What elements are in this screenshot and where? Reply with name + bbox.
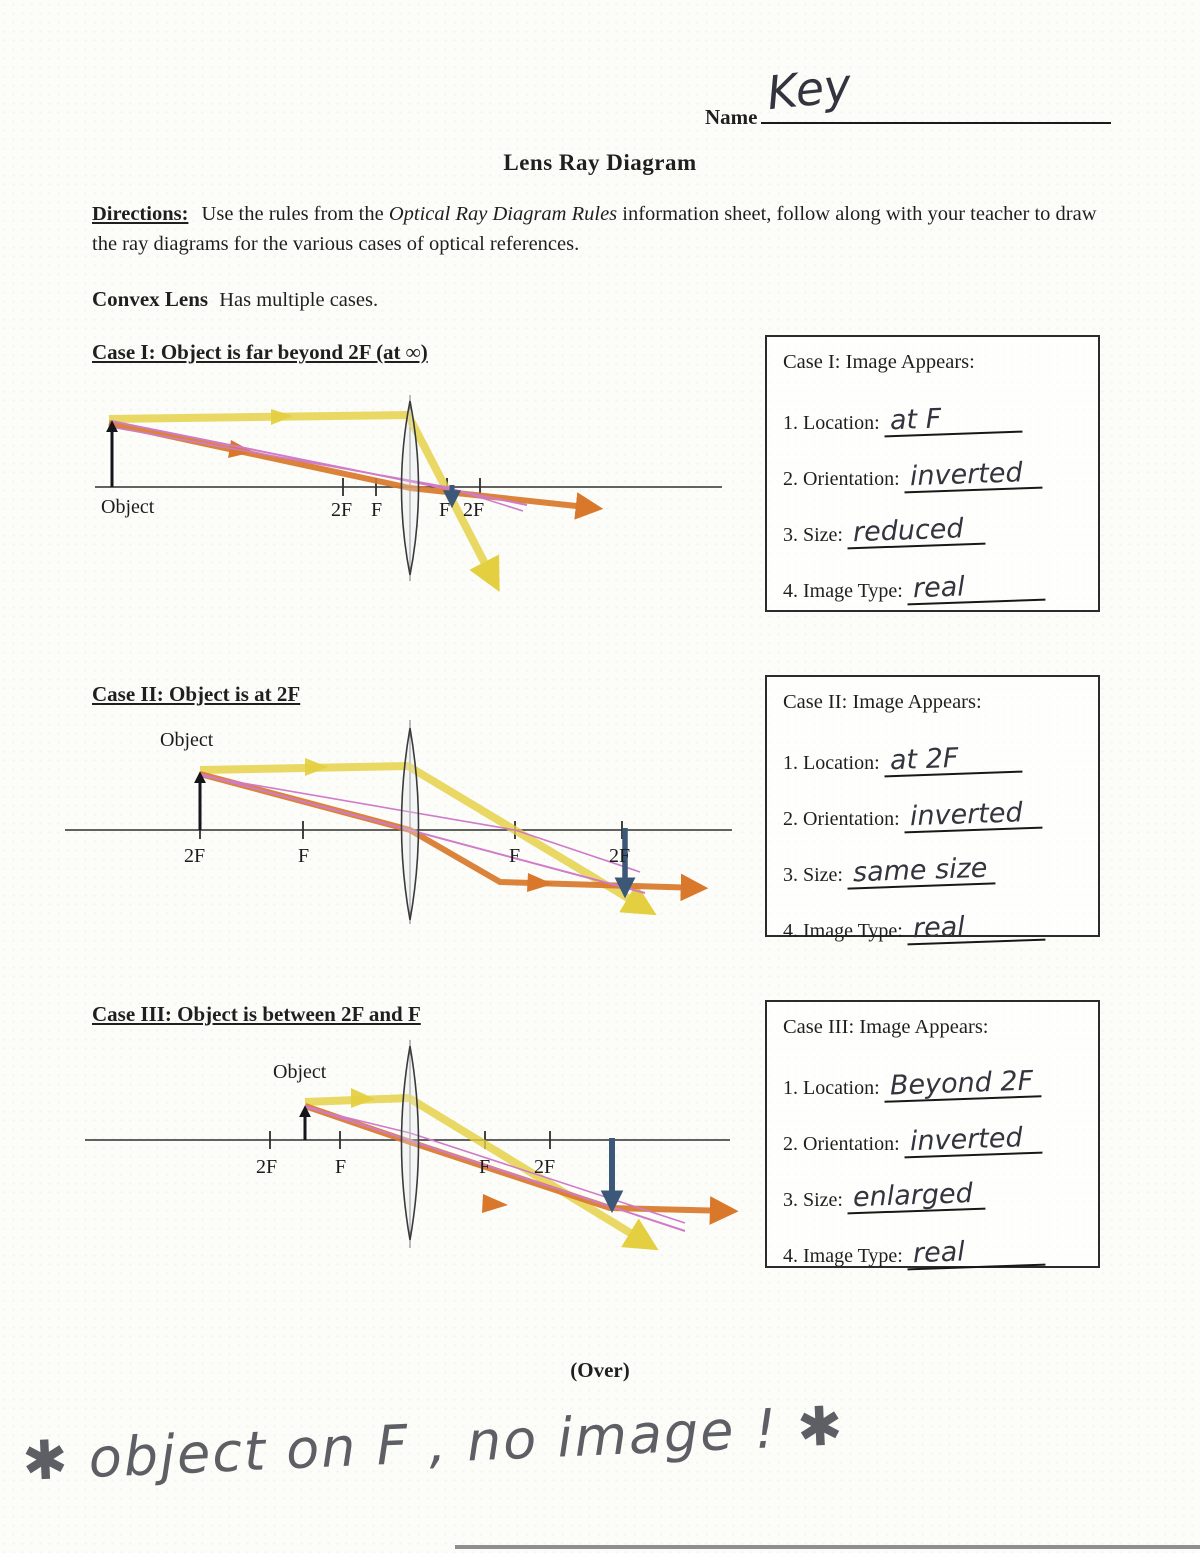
answer-label: 3. Size:	[783, 864, 843, 886]
construction-ray-pink-1	[305, 1106, 685, 1231]
tick-label-2f-right: 2F	[609, 845, 631, 867]
object-label: Object	[273, 1061, 327, 1083]
case1-box-title: Case I: Image Appears:	[783, 351, 975, 373]
scan-edge-artifact	[455, 1545, 1200, 1549]
orange-ray-arrowhead	[482, 1194, 508, 1213]
directions-paragraph	[92, 200, 1122, 259]
answer-handwritten: inverted	[903, 460, 1042, 493]
answer-label: 4. Image Type:	[783, 1245, 903, 1267]
answer-handwritten: inverted	[903, 1125, 1042, 1158]
answer-label: 2. Orientation:	[783, 468, 900, 490]
answer-handwritten: reduced	[847, 516, 986, 549]
tick-label-f-left: F	[371, 499, 383, 521]
answer-label: 4. Image Type:	[783, 580, 903, 602]
answer-handwritten: enlarged	[847, 1181, 986, 1214]
case2-answer-type	[783, 896, 1082, 943]
yellow-ray-arrowhead	[351, 1088, 375, 1108]
object-label: Object	[160, 729, 214, 751]
tick-label-2f-left: 2F	[256, 1156, 278, 1178]
case1-answer-type	[783, 556, 1082, 603]
answer-label: 1. Location:	[783, 412, 880, 434]
name-row	[705, 57, 1111, 130]
directions-text-post: information sheet, follow along with your teacher to draw the ray diagrams for the various cases of optical references.	[92, 203, 1097, 255]
case3-box-title: Case III: Image Appears:	[783, 1016, 989, 1038]
case1-answer-orientation	[783, 444, 1082, 491]
page-title: Lens Ray Diagram	[503, 150, 697, 175]
answer-handwritten: at 2F	[883, 744, 1022, 777]
case2-ray-diagram	[60, 712, 750, 967]
convex-lens-label: Convex Lens	[92, 287, 209, 311]
answer-handwritten: at F	[883, 404, 1022, 437]
answer-handwritten: real	[906, 1237, 1045, 1270]
case3-ray-diagram	[85, 1038, 745, 1283]
orange-ray-arrowhead	[527, 873, 553, 892]
tick-label-2f-right: 2F	[534, 1156, 556, 1178]
tick-label-f-left: F	[298, 845, 310, 867]
answer-label: 2. Orientation:	[783, 1133, 900, 1155]
case1-answer-box	[765, 335, 1100, 612]
answer-label: 1. Location:	[783, 752, 880, 774]
tick-label-2f-left: 2F	[184, 845, 206, 867]
name-handwritten: Key	[764, 57, 855, 121]
answer-label: 1. Location:	[783, 1077, 880, 1099]
parallel-ray-yellow	[109, 415, 495, 583]
answer-label: 2. Orientation:	[783, 808, 900, 830]
case1-ray-diagram	[95, 385, 755, 620]
construction-ray-pink-1	[200, 774, 645, 893]
case2-answer-size	[783, 840, 1082, 887]
convex-lens-text: Has multiple cases.	[219, 289, 379, 311]
tick-label-f-right: F	[509, 845, 521, 867]
case2-answer-orientation	[783, 784, 1082, 831]
directions-label: Directions:	[92, 203, 189, 225]
directions-italic: Optical Ray Diagram Rules	[388, 203, 618, 225]
over-label: (Over)	[570, 1358, 630, 1382]
center-ray-orange	[305, 1106, 730, 1211]
case3-answer-type	[783, 1221, 1082, 1268]
tick-label-2f-right: 2F	[463, 499, 485, 521]
name-line	[761, 57, 1111, 124]
case2-answer-box	[765, 675, 1100, 945]
answer-handwritten: real	[906, 912, 1045, 945]
name-label: Name	[705, 105, 758, 129]
case2-answer-location	[783, 728, 1082, 775]
case1-heading: Case I: Object is far beyond 2F (at ∞)	[92, 340, 428, 364]
answer-label: 3. Size:	[783, 1189, 843, 1211]
tick-label-f-right: F	[479, 1156, 491, 1178]
directions-text-pre: Use the rules from the	[201, 203, 384, 225]
tick-label-f-right: F	[439, 499, 451, 521]
case3-answer-box	[765, 1000, 1100, 1268]
case1-answer-size	[783, 500, 1082, 547]
yellow-ray-arrowhead	[271, 409, 293, 425]
answer-handwritten: same size	[847, 856, 996, 890]
tick-label-2f-left: 2F	[331, 499, 353, 521]
answer-label: 4. Image Type:	[783, 920, 903, 942]
answer-handwritten: inverted	[903, 800, 1042, 833]
convex-lens	[402, 728, 419, 920]
object-label: Object	[101, 496, 155, 518]
case3-answer-location	[783, 1053, 1082, 1100]
yellow-ray-arrowhead	[305, 758, 328, 776]
case2-box-title: Case II: Image Appears:	[783, 691, 982, 713]
case3-heading: Case III: Object is between 2F and F	[92, 1002, 421, 1026]
title-wrap	[0, 150, 1200, 176]
case1-answer-location	[783, 388, 1082, 435]
case2-heading: Case II: Object is at 2F	[92, 682, 301, 706]
answer-handwritten: Beyond 2F	[883, 1069, 1041, 1103]
tick-label-f-left: F	[335, 1156, 347, 1178]
convex-lens	[402, 1046, 419, 1240]
answer-label: 3. Size:	[783, 524, 843, 546]
answer-handwritten: real	[906, 572, 1045, 605]
bottom-handwritten-note: ✱ object on F , no image ! ✱	[21, 1394, 846, 1493]
case3-answer-size	[783, 1165, 1082, 1212]
case3-answer-orientation	[783, 1109, 1082, 1156]
convex-lens-line	[92, 287, 378, 312]
